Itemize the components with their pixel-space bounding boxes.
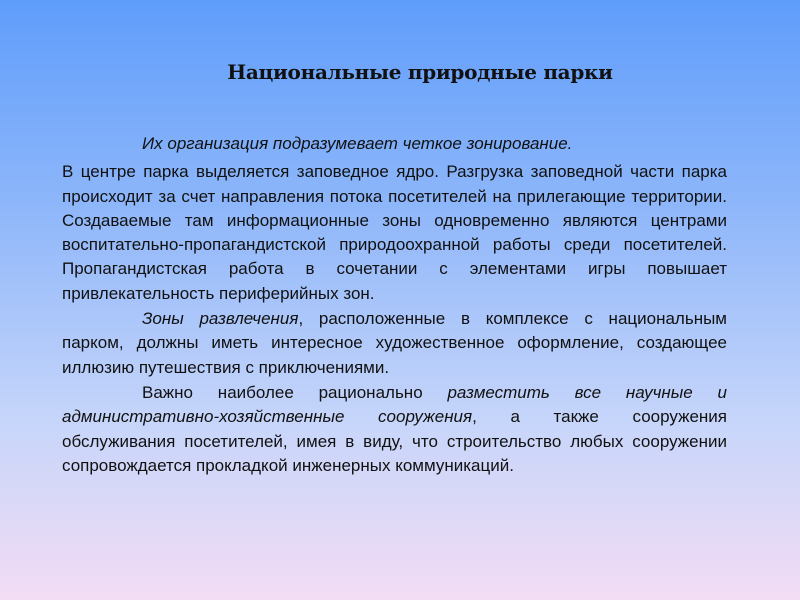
paragraph-intro: Их организация подразумевает четкое зонирование. (142, 134, 573, 153)
paragraph-entertainment (62, 307, 727, 380)
entertainment-zones-term: Зоны развлечения (142, 309, 299, 329)
paragraph-entertainment-text: , расположенные в комплексе с национальным парком, должны иметь интересное художественное оформление, создающее иллюзию путешествия с приключениями. (62, 309, 727, 377)
paragraph-facilities-start: Важно наиболее рационально (142, 382, 448, 402)
slide-body (62, 132, 727, 478)
paragraph-facilities (62, 381, 727, 478)
facilities-emphasis: разместить все научные и административно-хозяйственные сооружения (62, 382, 727, 427)
slide-title: Национальные природные парки (227, 60, 613, 84)
paragraph-core: В центре парка выделяется заповедное ядро. Разгрузка заповедной части парка происходит за счет направления потока посетителей на прилегающие территории. Создаваемые там информационные зоны одновременно являются центрами воспитательно-пропагандистской природоохранной работы среди посетителей. Пропагандистская работа в сочетании с элементами игры повышает привлекательность периферийных зон. (62, 162, 727, 303)
paragraph-facilities-rest: , а также сооружения обслуживания посетителей, имея в виду, что строительство любых сооружении сопровождается прокладкой инженерных коммуникаций. (62, 407, 727, 475)
